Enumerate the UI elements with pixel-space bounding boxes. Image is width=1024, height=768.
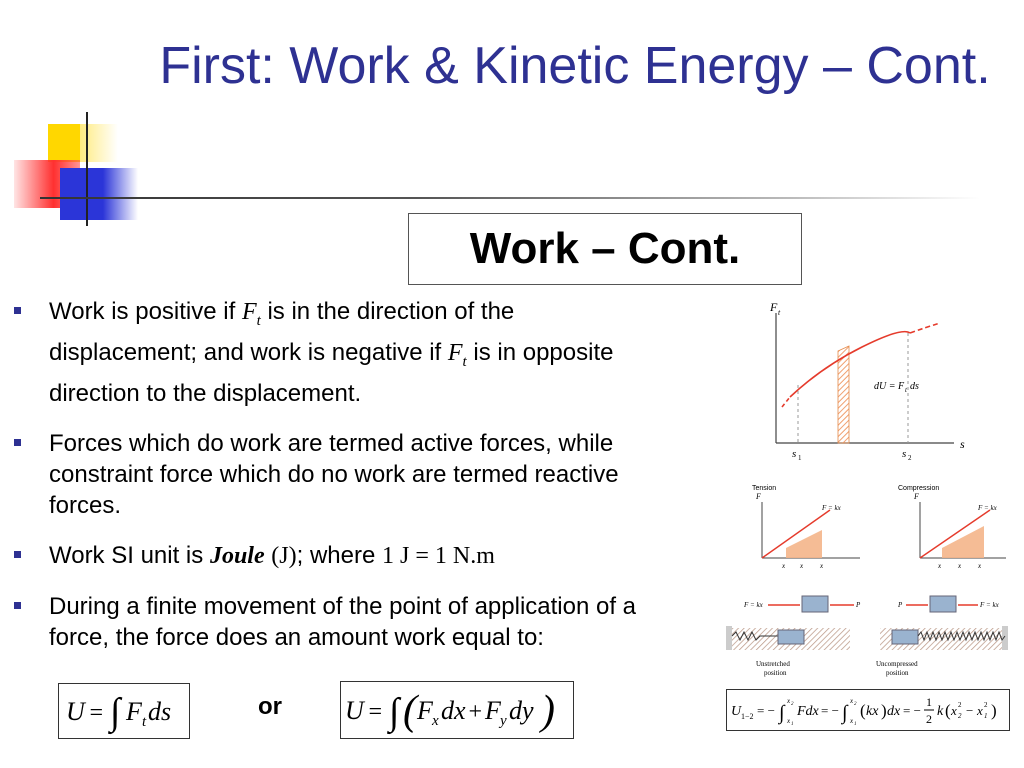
tension-panel xyxy=(726,485,861,677)
svg-text:2: 2 xyxy=(984,701,988,709)
svg-text:x: x xyxy=(951,703,957,718)
s1-label: s xyxy=(792,448,797,460)
bullet-3-where: ; where xyxy=(296,542,376,569)
symbol-ft: $F_t$ xyxy=(447,340,467,370)
svg-text:= −: = − xyxy=(903,703,921,718)
bullet-1-text-b: is in the direction of the displacement; and work is negative if xyxy=(49,298,515,366)
bullet-1-text-a: Work is positive if xyxy=(49,298,236,325)
work-strip xyxy=(838,346,849,443)
svg-text:1: 1 xyxy=(791,722,794,727)
svg-text:F = kx: F = kx xyxy=(744,601,763,609)
svg-text:dy: dy xyxy=(509,696,534,725)
svg-text:U: U xyxy=(731,704,742,719)
svg-text:2: 2 xyxy=(926,712,932,726)
svg-text:F: F xyxy=(126,697,142,726)
uncompressed-caption: Uncompressed xyxy=(876,660,918,668)
svg-text:+: + xyxy=(467,699,484,725)
bullet-item-4 xyxy=(12,591,662,653)
joule-unit: (J) xyxy=(271,543,297,569)
x-axis-label: s xyxy=(960,437,965,451)
svg-text:x: x xyxy=(850,717,854,725)
svg-text:P: P xyxy=(856,601,861,609)
bullet-marker xyxy=(14,602,21,609)
svg-text:U: U xyxy=(66,697,85,726)
svg-text:): ) xyxy=(991,701,997,720)
svg-text:F = kx: F = kx xyxy=(980,601,999,609)
svg-text:(: ( xyxy=(860,701,866,720)
svg-text:t: t xyxy=(142,714,147,730)
svg-text:2: 2 xyxy=(908,454,912,462)
svg-text:t: t xyxy=(778,308,781,317)
tension-title: Tension xyxy=(752,485,777,492)
equation-3-render xyxy=(729,691,1007,729)
svg-text:position: position xyxy=(764,669,787,677)
bullet-marker xyxy=(14,551,21,558)
svg-text:1: 1 xyxy=(926,695,932,709)
decor-blue-square xyxy=(60,168,138,220)
svg-text:dx: dx xyxy=(887,704,901,719)
bullet-item-3 xyxy=(12,540,662,572)
svg-text:x: x xyxy=(938,562,942,570)
or-label: or xyxy=(258,693,282,720)
equation-2-render xyxy=(343,684,571,736)
svg-text:P: P xyxy=(898,601,903,609)
svg-text:=: = xyxy=(367,699,384,725)
bullet-1-text-c: is in opposite direction to the displacement. xyxy=(49,339,614,407)
svg-text:F: F xyxy=(914,492,919,501)
svg-text:t: t xyxy=(905,386,907,394)
svg-text:∫: ∫ xyxy=(110,691,121,733)
svg-text:position: position xyxy=(886,669,909,677)
unstretched-caption: Unstretched xyxy=(756,660,790,668)
compression-title: Compression xyxy=(898,485,940,492)
svg-text:x: x xyxy=(977,703,983,718)
svg-text:ds: ds xyxy=(910,381,919,392)
svg-text:x: x xyxy=(787,717,791,725)
svg-text:ds: ds xyxy=(148,697,172,726)
du-annotation: dU = F xyxy=(874,381,905,392)
svg-text:dx: dx xyxy=(441,696,466,725)
svg-text:2: 2 xyxy=(958,712,962,720)
bullet-2-text: Forces which do work are termed active forces, while constraint force which do no work are termed reactive forces. xyxy=(49,430,619,519)
title-divider-line xyxy=(40,197,980,199)
joule-term: Joule xyxy=(209,543,265,569)
spring-figure xyxy=(722,480,1012,680)
svg-text:2: 2 xyxy=(958,701,962,709)
bullet-item-2 xyxy=(12,428,662,521)
svg-text:x: x xyxy=(850,697,854,705)
svg-text:Fdx: Fdx xyxy=(797,704,819,719)
svg-text:=: = xyxy=(88,700,105,726)
spring-work-equation xyxy=(726,689,1010,731)
svg-text:1: 1 xyxy=(854,722,857,727)
svg-text:F: F xyxy=(756,492,761,501)
svg-text:= −: = − xyxy=(757,703,775,718)
compression-panel xyxy=(876,485,1008,677)
svg-text:x: x xyxy=(978,562,982,570)
bullet-3-text-a: Work SI unit is xyxy=(49,542,204,569)
section-heading: Work – Cont. xyxy=(469,224,741,273)
svg-text:F = kx: F = kx xyxy=(978,504,997,512)
svg-text:x: x xyxy=(782,562,786,570)
svg-text:= −: = − xyxy=(821,703,839,718)
svg-text:F: F xyxy=(417,696,433,725)
svg-text:x: x xyxy=(787,697,791,705)
svg-text:kx: kx xyxy=(866,704,879,719)
decor-vertical-line xyxy=(86,112,88,226)
svg-text:x: x xyxy=(958,562,962,570)
svg-text:k: k xyxy=(937,704,944,719)
bullet-4-text: During a finite movement of the point of application of a force, the force does an amount work equal to: xyxy=(49,593,637,651)
bullet-marker xyxy=(14,307,21,314)
work-component-equation xyxy=(340,681,574,739)
svg-text:x: x xyxy=(432,713,439,729)
svg-text:∫: ∫ xyxy=(389,691,400,733)
svg-text:1: 1 xyxy=(984,712,988,720)
svg-text:1: 1 xyxy=(798,454,802,462)
svg-text:F = kx: F = kx xyxy=(822,504,841,512)
svg-text:): ) xyxy=(541,688,555,734)
bullet-list xyxy=(12,296,662,672)
svg-text:−: − xyxy=(966,703,974,718)
svg-text:F: F xyxy=(485,696,501,725)
svg-text:U: U xyxy=(345,696,364,725)
svg-text:): ) xyxy=(881,701,887,720)
work-integral-equation xyxy=(58,683,190,739)
svg-text:y: y xyxy=(500,713,507,729)
svg-text:1−2: 1−2 xyxy=(741,712,754,721)
bullet-marker xyxy=(14,439,21,446)
svg-text:∫: ∫ xyxy=(842,702,848,724)
decor-yellow-square xyxy=(48,124,80,162)
y-axis-label: F xyxy=(770,300,778,314)
section-heading-box xyxy=(408,213,802,285)
svg-text:(: ( xyxy=(403,688,417,734)
svg-text:2: 2 xyxy=(854,702,857,707)
s2-label: s xyxy=(902,448,907,460)
svg-text:x: x xyxy=(800,562,804,570)
slide-title: First: Work & Kinetic Energy – Cont. xyxy=(159,37,991,95)
symbol-ft: $F_t$ xyxy=(241,299,261,329)
svg-text:(: ( xyxy=(945,701,951,720)
equation-1-render xyxy=(62,686,186,736)
bullet-item-1 xyxy=(12,296,662,409)
svg-text:2: 2 xyxy=(791,702,794,707)
force-displacement-figure xyxy=(762,297,980,465)
svg-text:∫: ∫ xyxy=(779,702,785,724)
svg-text:x: x xyxy=(820,562,824,570)
joule-definition: 1 J = 1 N.m xyxy=(381,543,495,569)
